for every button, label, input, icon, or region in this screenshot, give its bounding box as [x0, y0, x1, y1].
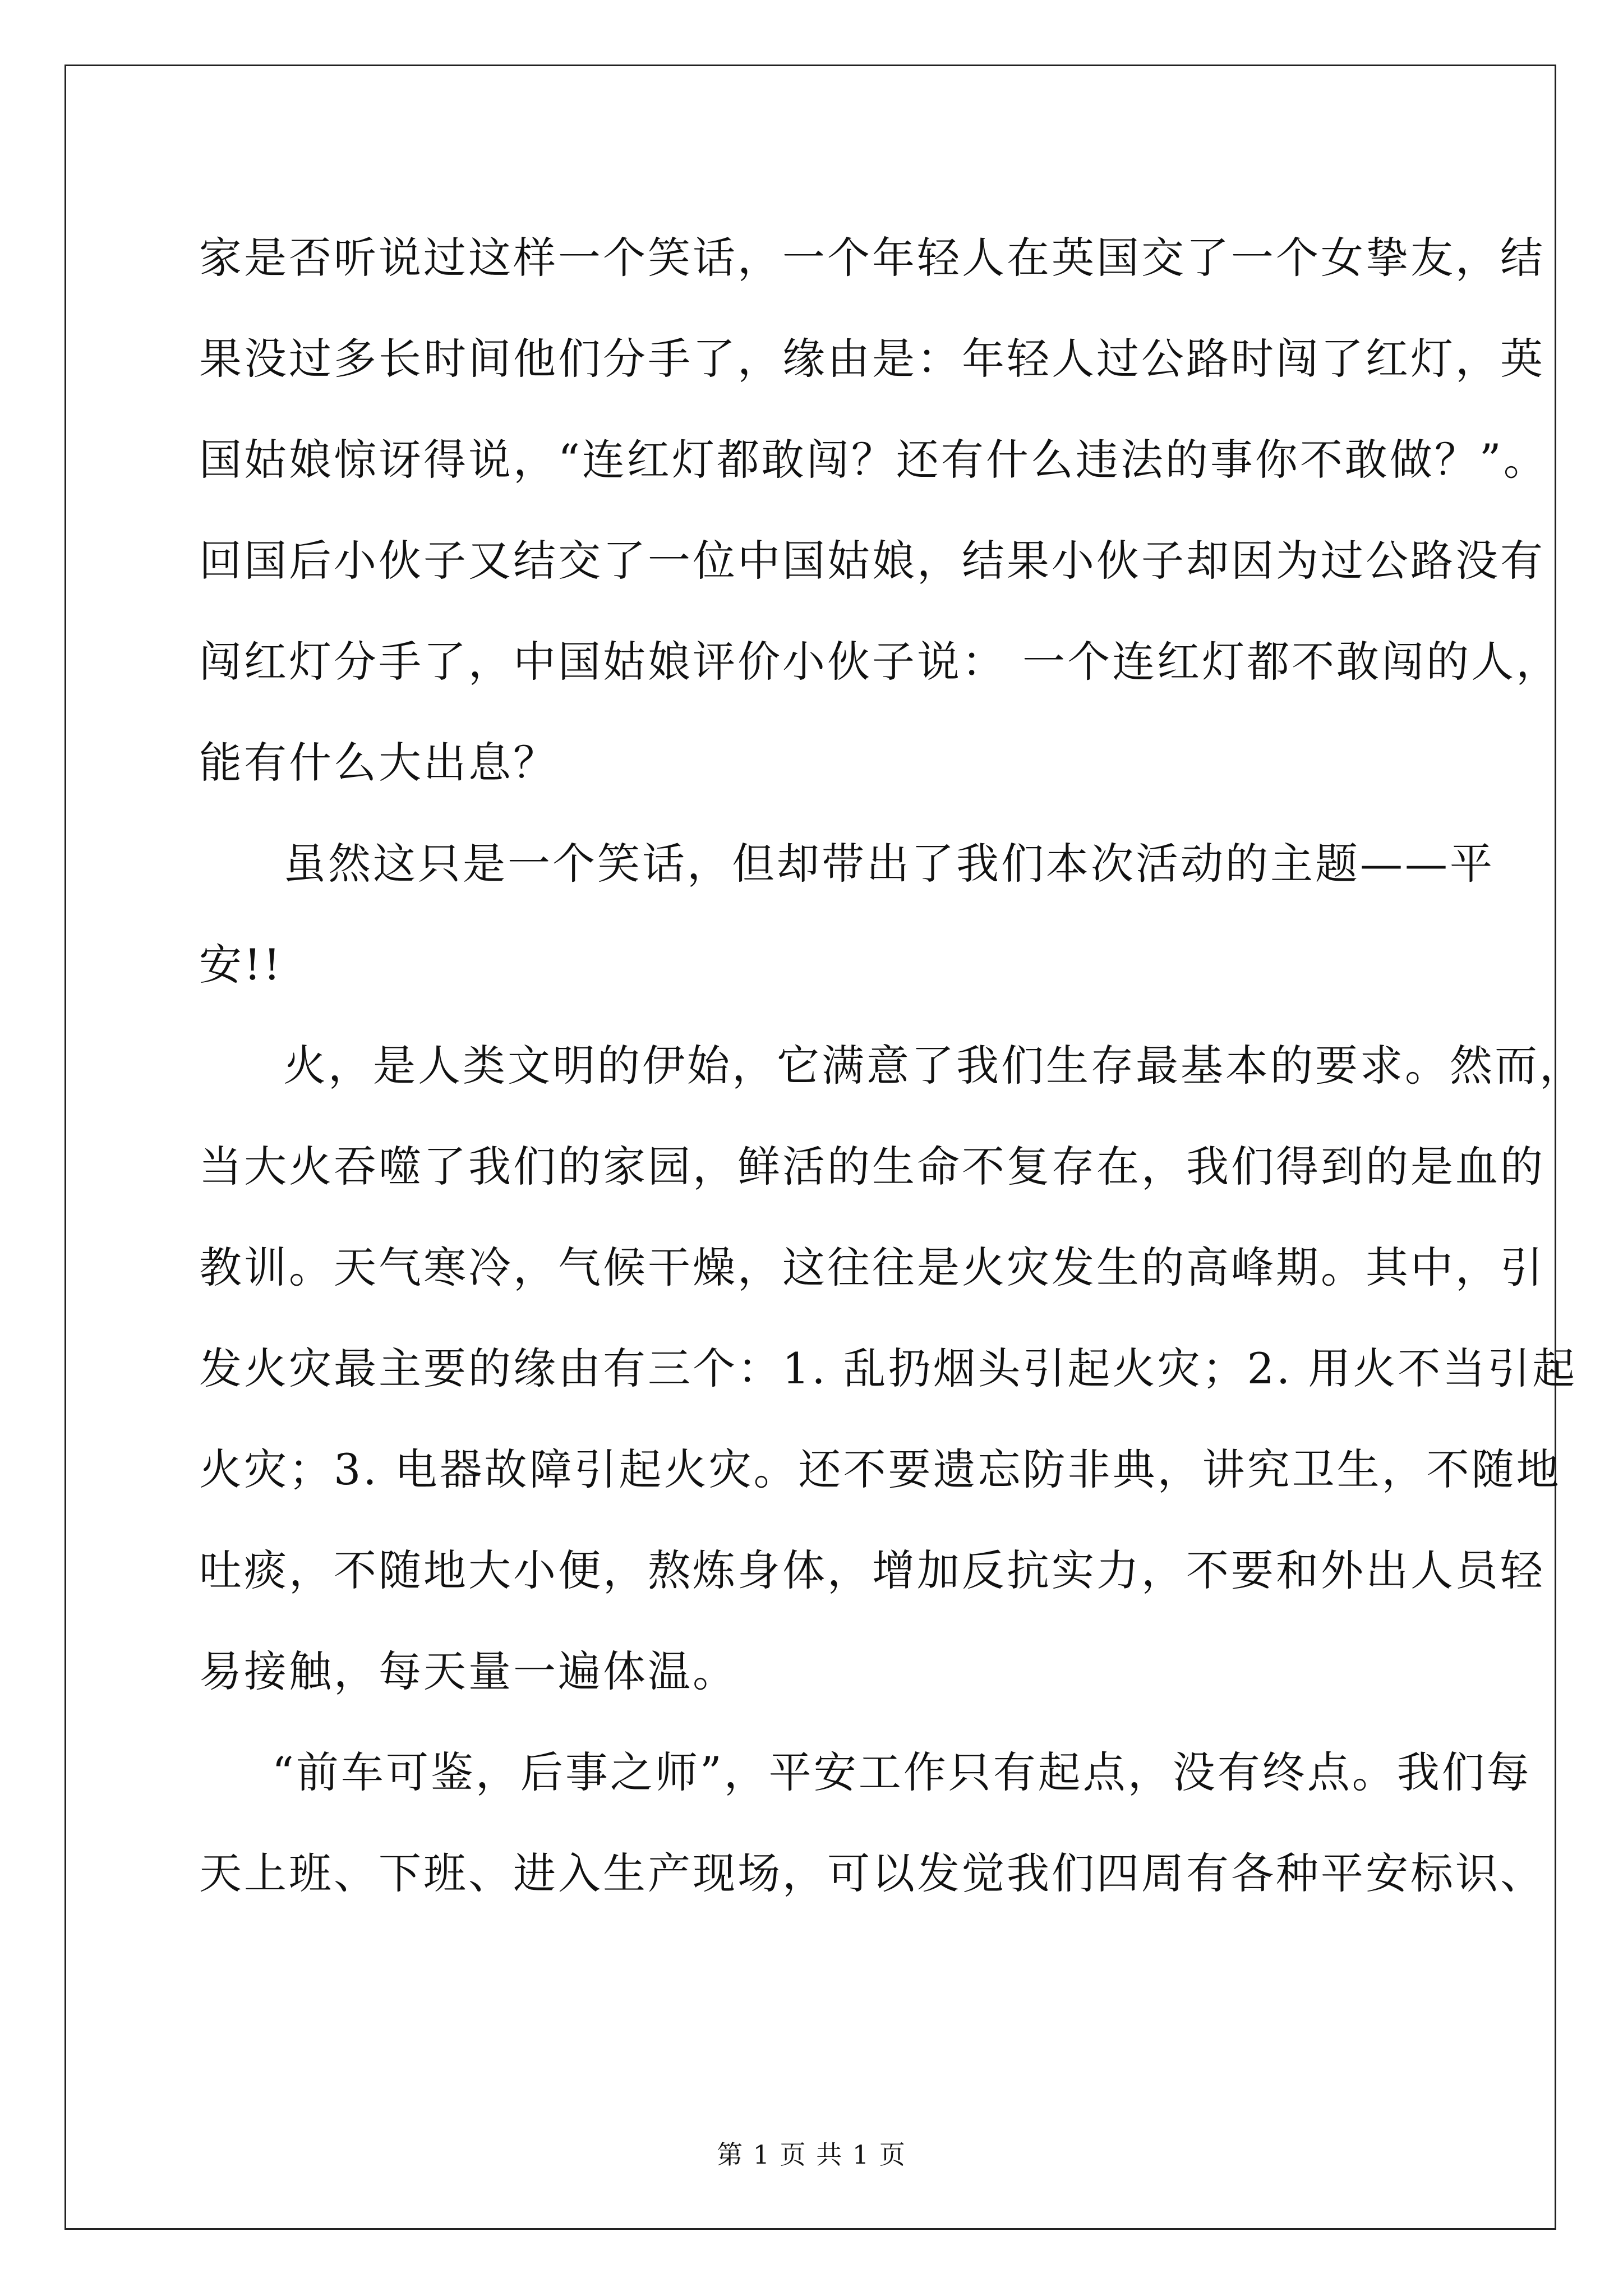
text-line: 虽然这只是一个笑话，但却带出了我们本次活动的主题——平 [283, 839, 1495, 889]
page-footer: 第 1 页 共 1 页 [717, 2139, 906, 2170]
text-line: “前车可鉴，后事之师”，平安工作只有起点，没有终点。我们每 [272, 1747, 1532, 1797]
text-line: 家是否听说过这样一个笑话，一个年轻人在英国交了一个女挚友，结 [199, 233, 1545, 283]
text-line: 国姑娘惊讶得说，“连红灯都敢闯？还有什么违法的事你不敢做？”。 [199, 435, 1548, 485]
text-line: 吐痰，不随地大小便，熬炼身体，增加反抗实力，不要和外出人员轻 [199, 1545, 1545, 1595]
text-line: 易接触，每天量一遍体温。 [199, 1646, 737, 1696]
text-line: 发火灾最主要的缘由有三个：1. 乱扔烟头引起火灾；2. 用火不当引起 [199, 1343, 1578, 1393]
text-line: 果没过多长时间他们分手了，缘由是：年轻人过公路时闯了红灯，英 [199, 334, 1545, 384]
text-line: 火灾；3. 电器故障引起火灾。还不要遗忘防非典，讲究卫生，不随地 [199, 1444, 1561, 1494]
text-line: 当大火吞噬了我们的家园，鲜活的生命不复存在，我们得到的是血的 [199, 1142, 1545, 1191]
text-line: 安!! [199, 940, 283, 990]
document-body [199, 208, 1584, 1924]
text-line: 火，是人类文明的伊始，它满意了我们生存最基本的要求。然而， [283, 1041, 1584, 1091]
text-line: 能有什么大出息？ [199, 738, 558, 788]
text-line: 闯红灯分手了，中国姑娘评价小伙子说： 一个连红灯都不敢闯的人， [199, 637, 1561, 687]
text-line: 天上班、下班、进入生产现场，可以发觉我们四周有各种平安标识、 [199, 1848, 1545, 1898]
text-line: 教训。天气寒冷，气候干燥，这往往是火灾发生的高峰期。其中，引 [199, 1243, 1545, 1292]
text-line: 回国后小伙子又结交了一位中国姑娘，结果小伙子却因为过公路没有 [199, 536, 1545, 586]
